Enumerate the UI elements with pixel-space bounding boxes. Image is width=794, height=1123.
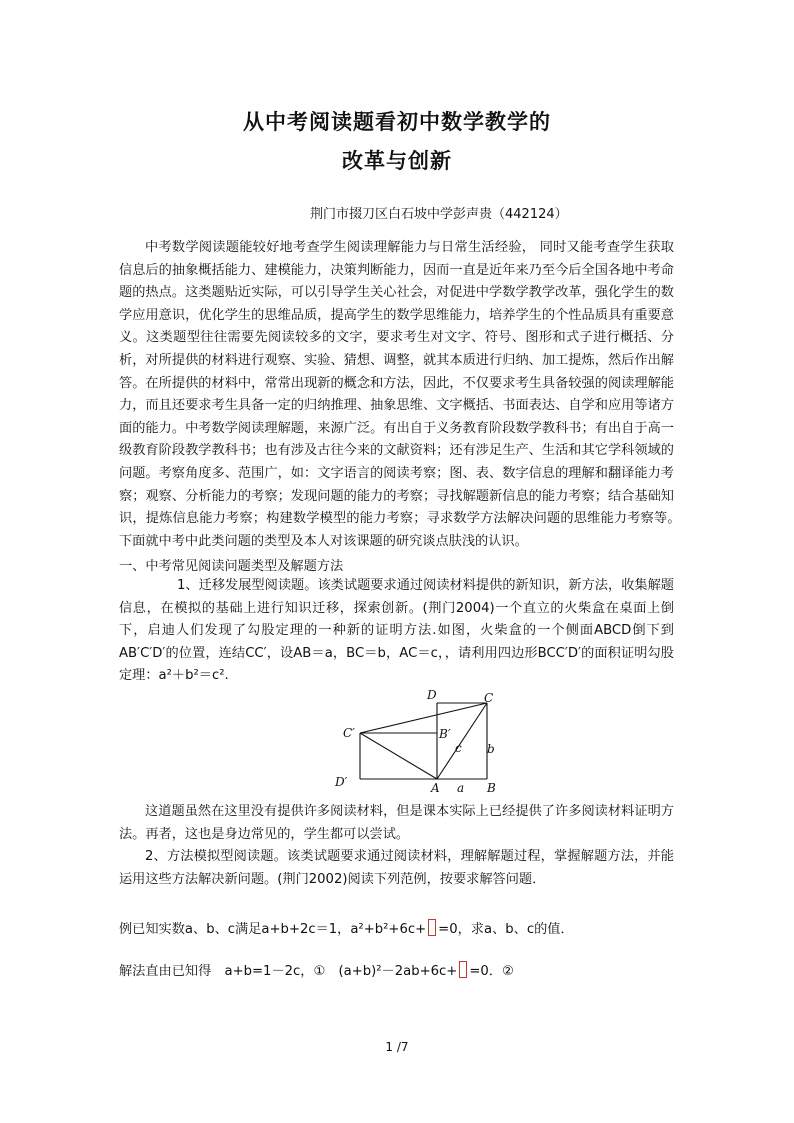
type1-paragraph: 1、迁移发展型阅读题。该类试题要求通过阅读材料提供的新知识，新方法，收集解题信息，在模拟的基础上进行知识迁移，探索创新。(荆门2004)一个直立的火柴盒在桌面上倒下，启迪人们发现了勾股定理的一种新的证明方法.如图，火柴盒的一个侧面ABCD倒下到AB′C′D′的位置，连结CC′，设AB＝a，BC＝b，AC＝c，，请利用四边形BCC′D′的面积证明勾股定理：a²＋b²＝c². [119,578,674,684]
missing-term-marker [459,961,467,978]
solution-line [119,960,514,979]
label-b-upper: B [487,781,496,795]
label-d-prime: D′ [335,775,348,789]
comment-paragraph: 这道题虽然在这里没有提供许多阅读材料，但是课本实际上已经提供了许多阅读材料证明方法。再者，这也是身边常见的，学生都可以尝试。 [119,804,674,842]
example-text-before: 例已知实数a、b、c满足a+b+2c＝1，a²+b²+6c+ [119,922,427,937]
label-d: D [427,688,437,702]
title-line-2: 改革与创新 [342,149,452,173]
matchbox-figure [325,685,510,795]
label-a-lower: a [457,781,465,795]
page-number: 1 /7 [385,1040,409,1054]
missing-term-marker [428,919,436,936]
solution-text-before: 解法直由已知得 a+b=1－2c，① (a+b)²－2ab+6c+ [119,964,458,979]
intro-paragraph: 中考数学阅读题能较好地考查学生阅读理解能力与日常生活经验， 同时又能考查学生获取信息后的抽象概括能力、建模能力，决策判断能力，因而一直是近年来乃至今后全国各地中考命题的热点。这类题贴近实际，可以引导学生关心社会，对促进中学数学教学改革，强化学生的数学应用意识，优化学生的思维品质，提高学生的数学思维能力，培养学生的个性品质具有重要意义。这类题型往往需要先阅读较多的文字，要求考生对文字、符号、图形和式子进行概括、分析，对所提供的材料进行观察、实验、猜想、调整，就其本质进行归纳、加工提炼，然后作出解答。在所提供的材料中，常常出现新的概念和方法，因此，不仅要求考生具备较强的阅读理解能力，而且还要求考生具备一定的归纳推理、抽象思维、文字概括、书面表达、自学和应用等诸方面的能力。中考数学阅读理解题，来源广泛。有出自于义务教育阶段数学教科书；有出自于高一级教育阶段教学教科书；也有涉及古往今来的文献资料；还有涉足生产、生活和其它学科领域的问题。考察角度多、范围广，如：文字语言的阅读考察；图、表、数字信息的理解和翻译能力考察；观察、分析能力的考察；发现问题的能力的考察；寻找解题新信息的能力考察；结合基础知识，提炼信息能力考察；构建数学模型的能力考察；寻求数学方法解决问题的思维能力考察等。 下面就中考中此类问题的类型及本人对该课题的研究谈点肤浅的认识。 [119,240,692,549]
author-line: 荆门市掇刀区白石坡中学彭声贵（442124） [310,207,568,222]
label-c: C [484,691,494,705]
segment-ac [437,703,487,779]
label-b-prime: B′ [439,727,451,741]
example-text-after: =0，求a、b、c的值． [438,922,574,937]
label-c-prime: C′ [343,726,355,740]
example-line [119,918,574,937]
type2-paragraph: 2、方法模拟型阅读题。该类试题要求通过阅读材料，理解解题过程，掌握解题方法，并能运用这些方法解决新问题。(荆门2002)阅读下列范例，按要求解答问题． [119,849,674,887]
solution-text-after: =0．② [469,964,514,979]
segment-c-prime-a [360,733,437,779]
segment-cc-prime [360,703,487,733]
label-b-lower: b [487,742,495,756]
label-a-upper: A [431,781,440,795]
title-line-1: 从中考阅读题看初中数学教学的 [243,110,551,134]
section-heading: 一、中考常见阅读问题类型及解题方法 [119,559,344,574]
label-c-lower: c [455,741,462,755]
